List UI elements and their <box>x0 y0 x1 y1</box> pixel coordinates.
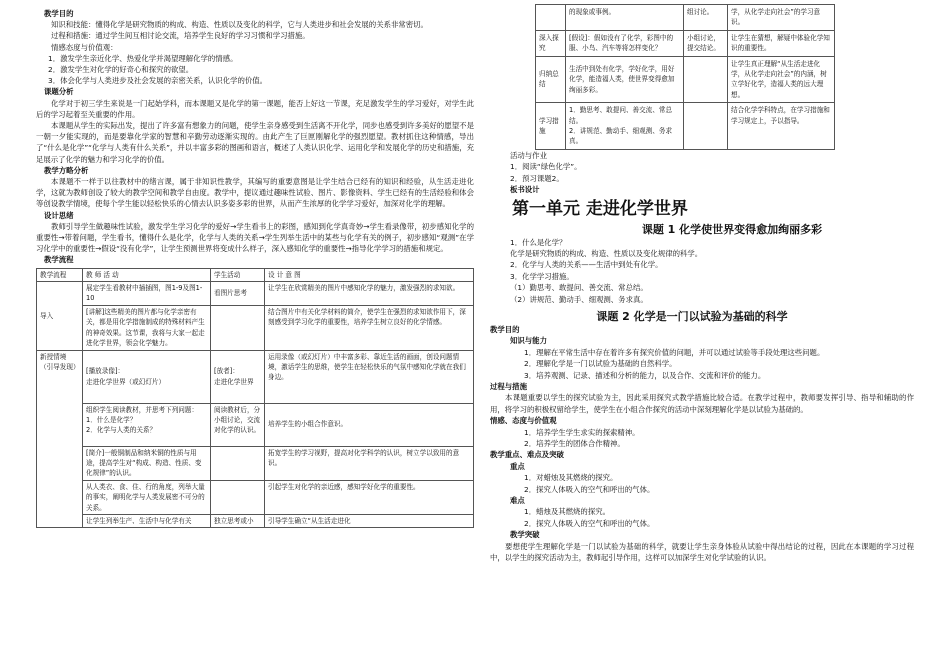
table-header-cell: 学生活动 <box>211 268 265 281</box>
table-row <box>536 103 835 150</box>
knowledge-heading: 知识与能力 <box>510 336 547 346</box>
table-cell: 展定学生看教材中插插图，图1-9及图1-10 <box>83 282 211 306</box>
goal-item: 1．激发学生亲近化学、热爱化学并渴望理解化学的情感。 <box>48 53 238 63</box>
teaching-flow-table-continued <box>535 4 835 150</box>
table-cell <box>211 446 265 480</box>
activity-heading: 活动与作业 <box>510 150 547 160</box>
process-paragraph: 本课题重要以学生的探究试验为主，因此采用探究式教学措施比较合适。在教学过程中，教师要发挥引导、指导和辅助的作用，将学习的积极权留给学生，使学生在小组合作探究的活动中深刻理解化学是以试验为基础的。 <box>490 393 914 414</box>
analysis-paragraph: 化学对于初三学生来说是一门起始学科，而本课题又是化学的第一课题，能否上好这一节课，充足激发学生的学习爱好，对学生此后的学习起着至关重要的作用。 <box>36 98 474 119</box>
knowledge-item: 1．理解在平常生活中存在着许多有探究价值的问题，并可以通过试验等手段处理这些问题。 <box>524 347 825 357</box>
table-cell: 1．勤思考、敢提问、善交流、常总结。 2．讲规范、勤动手、细观测、务求真。 <box>566 103 684 150</box>
table-header-cell: 设 计 意 图 <box>265 268 474 281</box>
stage-cell <box>37 350 83 528</box>
stage-cell: 学习措施 <box>536 103 566 150</box>
keypoint-heading: 教学重点、难点及突破 <box>490 450 564 460</box>
table-cell: [放者]： 走进化学世界 <box>211 350 265 403</box>
emotion-item: 1．培养学生学生求实的探索精神。 <box>524 427 640 437</box>
strategy-heading: 教学方略分析 <box>44 165 89 175</box>
table-cell: 让学生真正理解“从生活走进化学，从化学走向社会”的内涵，树立学好化学，造福人类的远大理想。 <box>728 56 835 103</box>
table-cell: 独立思考或小 <box>211 514 265 527</box>
table-cell: 运用录像（或幻灯片）中丰富多彩、靠近生活的画面，创设问题情境，激话学生的思维，使学生在轻松快乐的气氛中感知化学就在我们身边。 <box>265 350 474 403</box>
goal-heading: 教学目的 <box>490 324 520 334</box>
board-heading: 板书设计 <box>510 185 540 195</box>
unit-title: 第一单元 走进化学世界 <box>512 198 688 219</box>
table-cell: 拓宽学生的学习视野，提高对化学科学的认识，树立学以致用的意识。 <box>265 446 474 480</box>
knowledge-item: 3．培养观测、记录、描述和分析的能力，以及合作、交流和评价的能力。 <box>524 370 766 380</box>
activity-item: 2．预习课题2。 <box>510 173 564 183</box>
table-row <box>37 514 474 527</box>
table-header-cell: 教 师 活 动 <box>83 268 211 281</box>
stage-cell <box>536 5 566 31</box>
table-row <box>37 305 474 350</box>
table-cell: [讲解]这些精美的图片都与化学亲密有关，都是用化学措施制成的特殊材料产生的神奇效果。这节课，我将与大家一起走进化学世界，领会化学魅力。 <box>83 305 211 350</box>
table-header-row <box>37 268 474 281</box>
table-cell: [播放录像]： 走进化学世界（或幻灯片） <box>83 350 211 403</box>
difficult-item: 1．蜡烛及其燃烧的探究。 <box>524 507 611 517</box>
stage-label: 新授情境 <box>40 352 67 361</box>
lesson1-line: 2．化学与人类的关系——生活中到处有化学。 <box>510 260 663 270</box>
emotion-item: 2．培养学生的团体合作精神。 <box>524 439 625 448</box>
analysis-heading: 课题分析 <box>44 87 74 97</box>
table-cell: 让学生在欣赏精美的图片中感知化学的魅力，激发强烈的求知欲。 <box>265 282 474 306</box>
table-cell: 小组讨论，提交结论。 <box>684 30 728 56</box>
table-row <box>37 446 474 480</box>
table-header-cell: 教学流程 <box>37 268 83 281</box>
design-paragraph: 教师引导学生做趣味性试验，激发学生学习化学的爱好→学生看书上的彩图，感知到化学真奇妙→学生看录像带，初步感知化学的重要性→带着问题，学生看书，懂得什么是化学，化学与人类的关系→学生列举生活中的某些与化学有关的例子，初步感知“观测”在学习化学中的重要性→假设“没有化学”，让学生预测世界将变成什么样子，深入感知化学的重要性→指导化学学习的措施和规定。 <box>36 221 474 254</box>
goal-attitude: 情感态度与价值观： <box>51 42 118 52</box>
table-cell <box>684 103 728 150</box>
teaching-flow-table <box>36 268 474 529</box>
table-cell: 培养学生的小组合作意识。 <box>265 403 474 446</box>
process-heading: 过程与措施 <box>490 381 527 391</box>
knowledge-item: 2．理解化学是一门以试验为基础的自然科学。 <box>524 359 677 369</box>
key-item: 2．探究人体吸入的空气和呼出的气体。 <box>524 484 655 494</box>
lesson1-line: （2）讲规范、勤动手、细观测、务求真。 <box>510 294 648 304</box>
table-cell: 让学生列举生产、生活中与化学有关 <box>83 514 211 527</box>
table-row <box>536 5 835 31</box>
table-cell <box>211 480 265 514</box>
activity-item: 1．阅读“绿色化学”。 <box>510 162 582 172</box>
lesson1-line: 化学是研究物质的构成、构造、性质以及变化规律的科学。 <box>510 248 703 258</box>
table-row <box>536 30 835 56</box>
table-cell: 生活中到处有化学，学好化学，用好化学，能造福人类，使世界变得愈加绚丽多彩。 <box>566 56 684 103</box>
left-column <box>36 8 474 528</box>
table-cell: 引起学生对化学的亲近感，感知学好化学的重要性。 <box>265 480 474 514</box>
table-row <box>37 480 474 514</box>
goal-heading: 教学目的 <box>44 9 74 18</box>
lesson2-title: 课题 2 化学是一门以试验为基础的科学 <box>596 309 788 323</box>
breakthrough-paragraph: 要想使学生理解化学是一门以试验为基础的科学，就要让学生亲身体验从试验中得出结论的过程，因此在本课题的学习过程中，以学生的探究活动为主，教师起引导作用，这样可以加深学生对化学试验的认识。 <box>490 541 914 563</box>
difficult-heading: 难点 <box>510 496 525 506</box>
stage-cell: 归纳总结 <box>536 56 566 103</box>
goal-item: 2．激发学生对化学的好奇心和探究的欲望。 <box>48 65 194 75</box>
stage-sublabel: （引导发现） <box>40 362 80 371</box>
table-row <box>37 403 474 446</box>
table-cell: [简介]一般铜制品和纳米铜的性质与用途，提高学生对“构成、构造、性质、变化规律”的认识。 <box>83 446 211 480</box>
table-cell: 看图片思考 <box>211 282 265 306</box>
stage-cell: 导入 <box>37 282 83 350</box>
table-cell: 组讨论。 <box>684 5 728 31</box>
breakthrough-heading: 教学突破 <box>510 530 540 540</box>
design-heading: 设计思绪 <box>44 210 74 220</box>
table-cell <box>211 305 265 350</box>
table-row <box>37 350 474 403</box>
table-cell <box>684 56 728 103</box>
difficult-item: 2．探究人体吸入的空气和呼出的气体。 <box>524 518 655 528</box>
table-row <box>37 282 474 306</box>
table-cell: 结合化学学科特点，在学习措施和学习规定上，予以指导。 <box>728 103 835 150</box>
analysis-paragraph: 本课题从学生的实际出发，提出了许多富有想象力的问题，使学生亲身感受到生活离不开化学，同步也感受到许多美好的愿望不是一朝一夕能实现的，而是要靠化学家的智慧和辛勤劳动逐渐实现的。由此产生了巨匣刚解化学的强烈愿望。教材抓住这种情感，导出了“什么是化学”“化学与人类有什么关系”，并以丰富多彩的图画和语言，概述了人类认识化学、运用化学和发展化学的历史和措施，充足展示了化学的魅力和学习化学的价值。 <box>36 121 474 164</box>
goal-item: 3．体会化学与人类进步及社会发展的亲密关系，认识化学的价值。 <box>48 76 268 86</box>
strategy-paragraph: 本课题不一样于以往教材中的绪言课，属于非知识性教学，其编写的重要意图是让学生结合已经有的知识和经验，从生活走进化学，这就为教师创设了较大的教学空间和教学自由度。教学中，提议通过趣味性试验、图片、影像资料、学生已经有的生活经验和体会等创设教学情境，使每个学生能以轻松快乐的心情去认识多姿多彩的世界，从而产生浓厚的化学学习爱好，加深对化学的理解。 <box>36 177 474 209</box>
table-cell: 组织学生阅读教材，并思考下列问题： 1．什么是化学？ 2．化学与人类的关系？ <box>83 403 211 446</box>
table-cell: 从人类衣、食、住、行的角度，列举大量的事实，阐明化学与人类发展密不可分的关系。 <box>83 480 211 514</box>
goal-knowledge: 知识和技能：懂得化学是研究物质的构成、构造、性质以及变化的科学，它与人类进步和社会发展的关系非常密切。 <box>51 20 428 30</box>
lesson1-line: （1）勤思考、敢提问、善交流、常总结。 <box>510 283 648 293</box>
table-cell: 让学生在猜想，解疑中体验化学知识的重要性。 <box>728 30 835 56</box>
table-cell: 的现象或事例。 <box>566 5 684 31</box>
table-cell: 学，从化学走向社会”的学习意识。 <box>728 5 835 31</box>
lesson1-line: 1．什么是化学？ <box>510 237 567 247</box>
key-heading: 重点 <box>510 461 525 471</box>
table-cell: 阅读教材后，分小组讨论，交流对化学的认识。 <box>211 403 265 446</box>
stage-cell: 深入探究 <box>536 30 566 56</box>
right-column <box>490 4 914 563</box>
table-cell: [假设]：假如没有了化学，彩图中的服、小鸟、汽车等将怎样变化？ <box>566 30 684 56</box>
lesson1-line: 3．化学学习措施。 <box>510 271 574 281</box>
table-cell: 引导学生确立“从生活走进化 <box>265 514 474 527</box>
table-row <box>536 56 835 103</box>
lesson1-title: 课题 1 化学使世界变得愈加绚丽多彩 <box>641 222 823 236</box>
emotion-heading: 情感、态度与价值观 <box>490 416 557 426</box>
key-item: 1．对蜡烛及其燃烧的探究。 <box>524 473 618 483</box>
goal-process: 过程和措施：通过学生间互相讨论交流，培养学生良好的学习习惯和学习措施。 <box>51 31 310 41</box>
table-cell: 结合图片中有关化学材料的简介，使学生在强烈的求知欲作用下，深刻感受到学习化学的重要性，培养学生树立良好的化学情感。 <box>265 305 474 350</box>
flow-heading: 教学流程 <box>44 255 74 265</box>
